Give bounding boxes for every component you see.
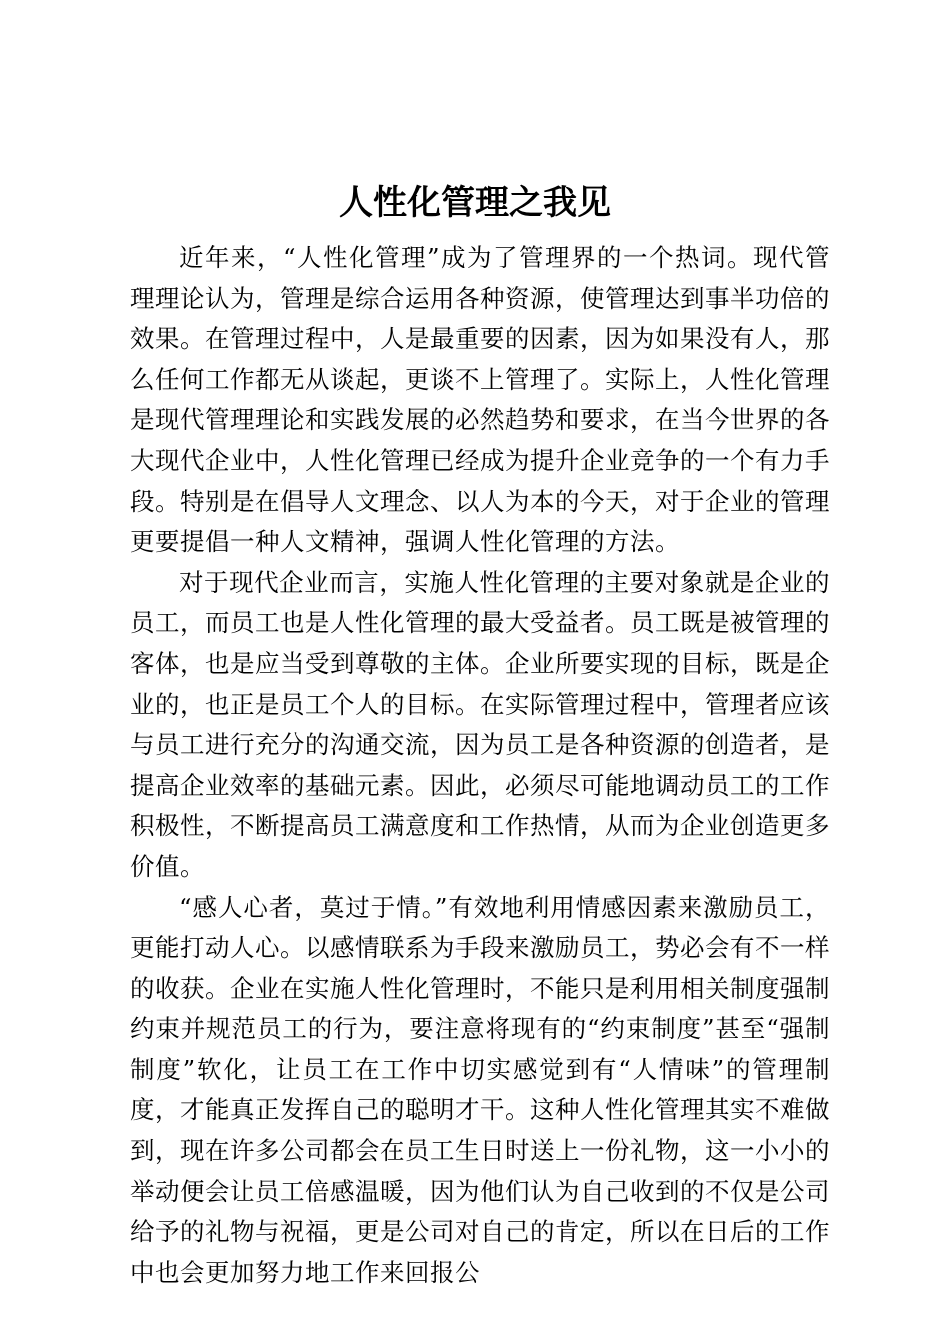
paragraph-3: “感人心者，莫过于情。”有效地利用情感因素来激励员工，更能打动人心。以感情联系为手段来激励员工，势必会有不一样的收获。企业在实施人性化管理时，不能只是利用相关制度强制约束并规范员工的行为，要注意将现有的“约束制度”甚至“强制制度”软化，让员工在工作中切实感觉到有“人情味”的管理制度，才能真正发挥自己的聪明才干。这种人性化管理其实不难做到，现在许多公司都会在员工生日时送上一份礼物，这一小小的举动便会让员工倍感温暖，因为他们认为自己收到的不仅是公司给予的礼物与祝福，更是公司对自己的肯定，所以在日后的工作中也会更加努力地工作来回报公 [130,892,830,1287]
paragraph-1: 近年来，“人性化管理”成为了管理界的一个热词。现代管理理论认为，管理是综合运用各种资源，使管理达到事半功倍的效果。在管理过程中，人是最重要的因素，因为如果没有人，那么任何工作都无从谈起，更谈不上管理了。实际上，人性化管理是现代管理理论和实践发展的必然趋势和要求，在当今世界的各大现代企业中，人性化管理已经成为提升企业竞争的一个有力手段。特别是在倡导人文理念、以人为本的今天，对于企业的管理更要提倡一种人文精神，强调人性化管理的方法。 [130,243,830,557]
paragraph-2: 对于现代企业而言，实施人性化管理的主要对象就是企业的员工，而员工也是人性化管理的最大受益者。员工既是被管理的客体，也是应当受到尊敬的主体。企业所要实现的目标，既是企业的，也正是员工个人的目标。在实际管理过程中，管理者应该与员工进行充分的沟通交流，因为员工是各种资源的创造者，是提高企业效率的基础元素。因此，必须尽可能地调动员工的工作积极性，不断提高员工满意度和工作热情，从而为企业创造更多价值。 [130,567,830,881]
document-title: 人性化管理之我见 [339,183,611,223]
document-body [130,238,830,1293]
